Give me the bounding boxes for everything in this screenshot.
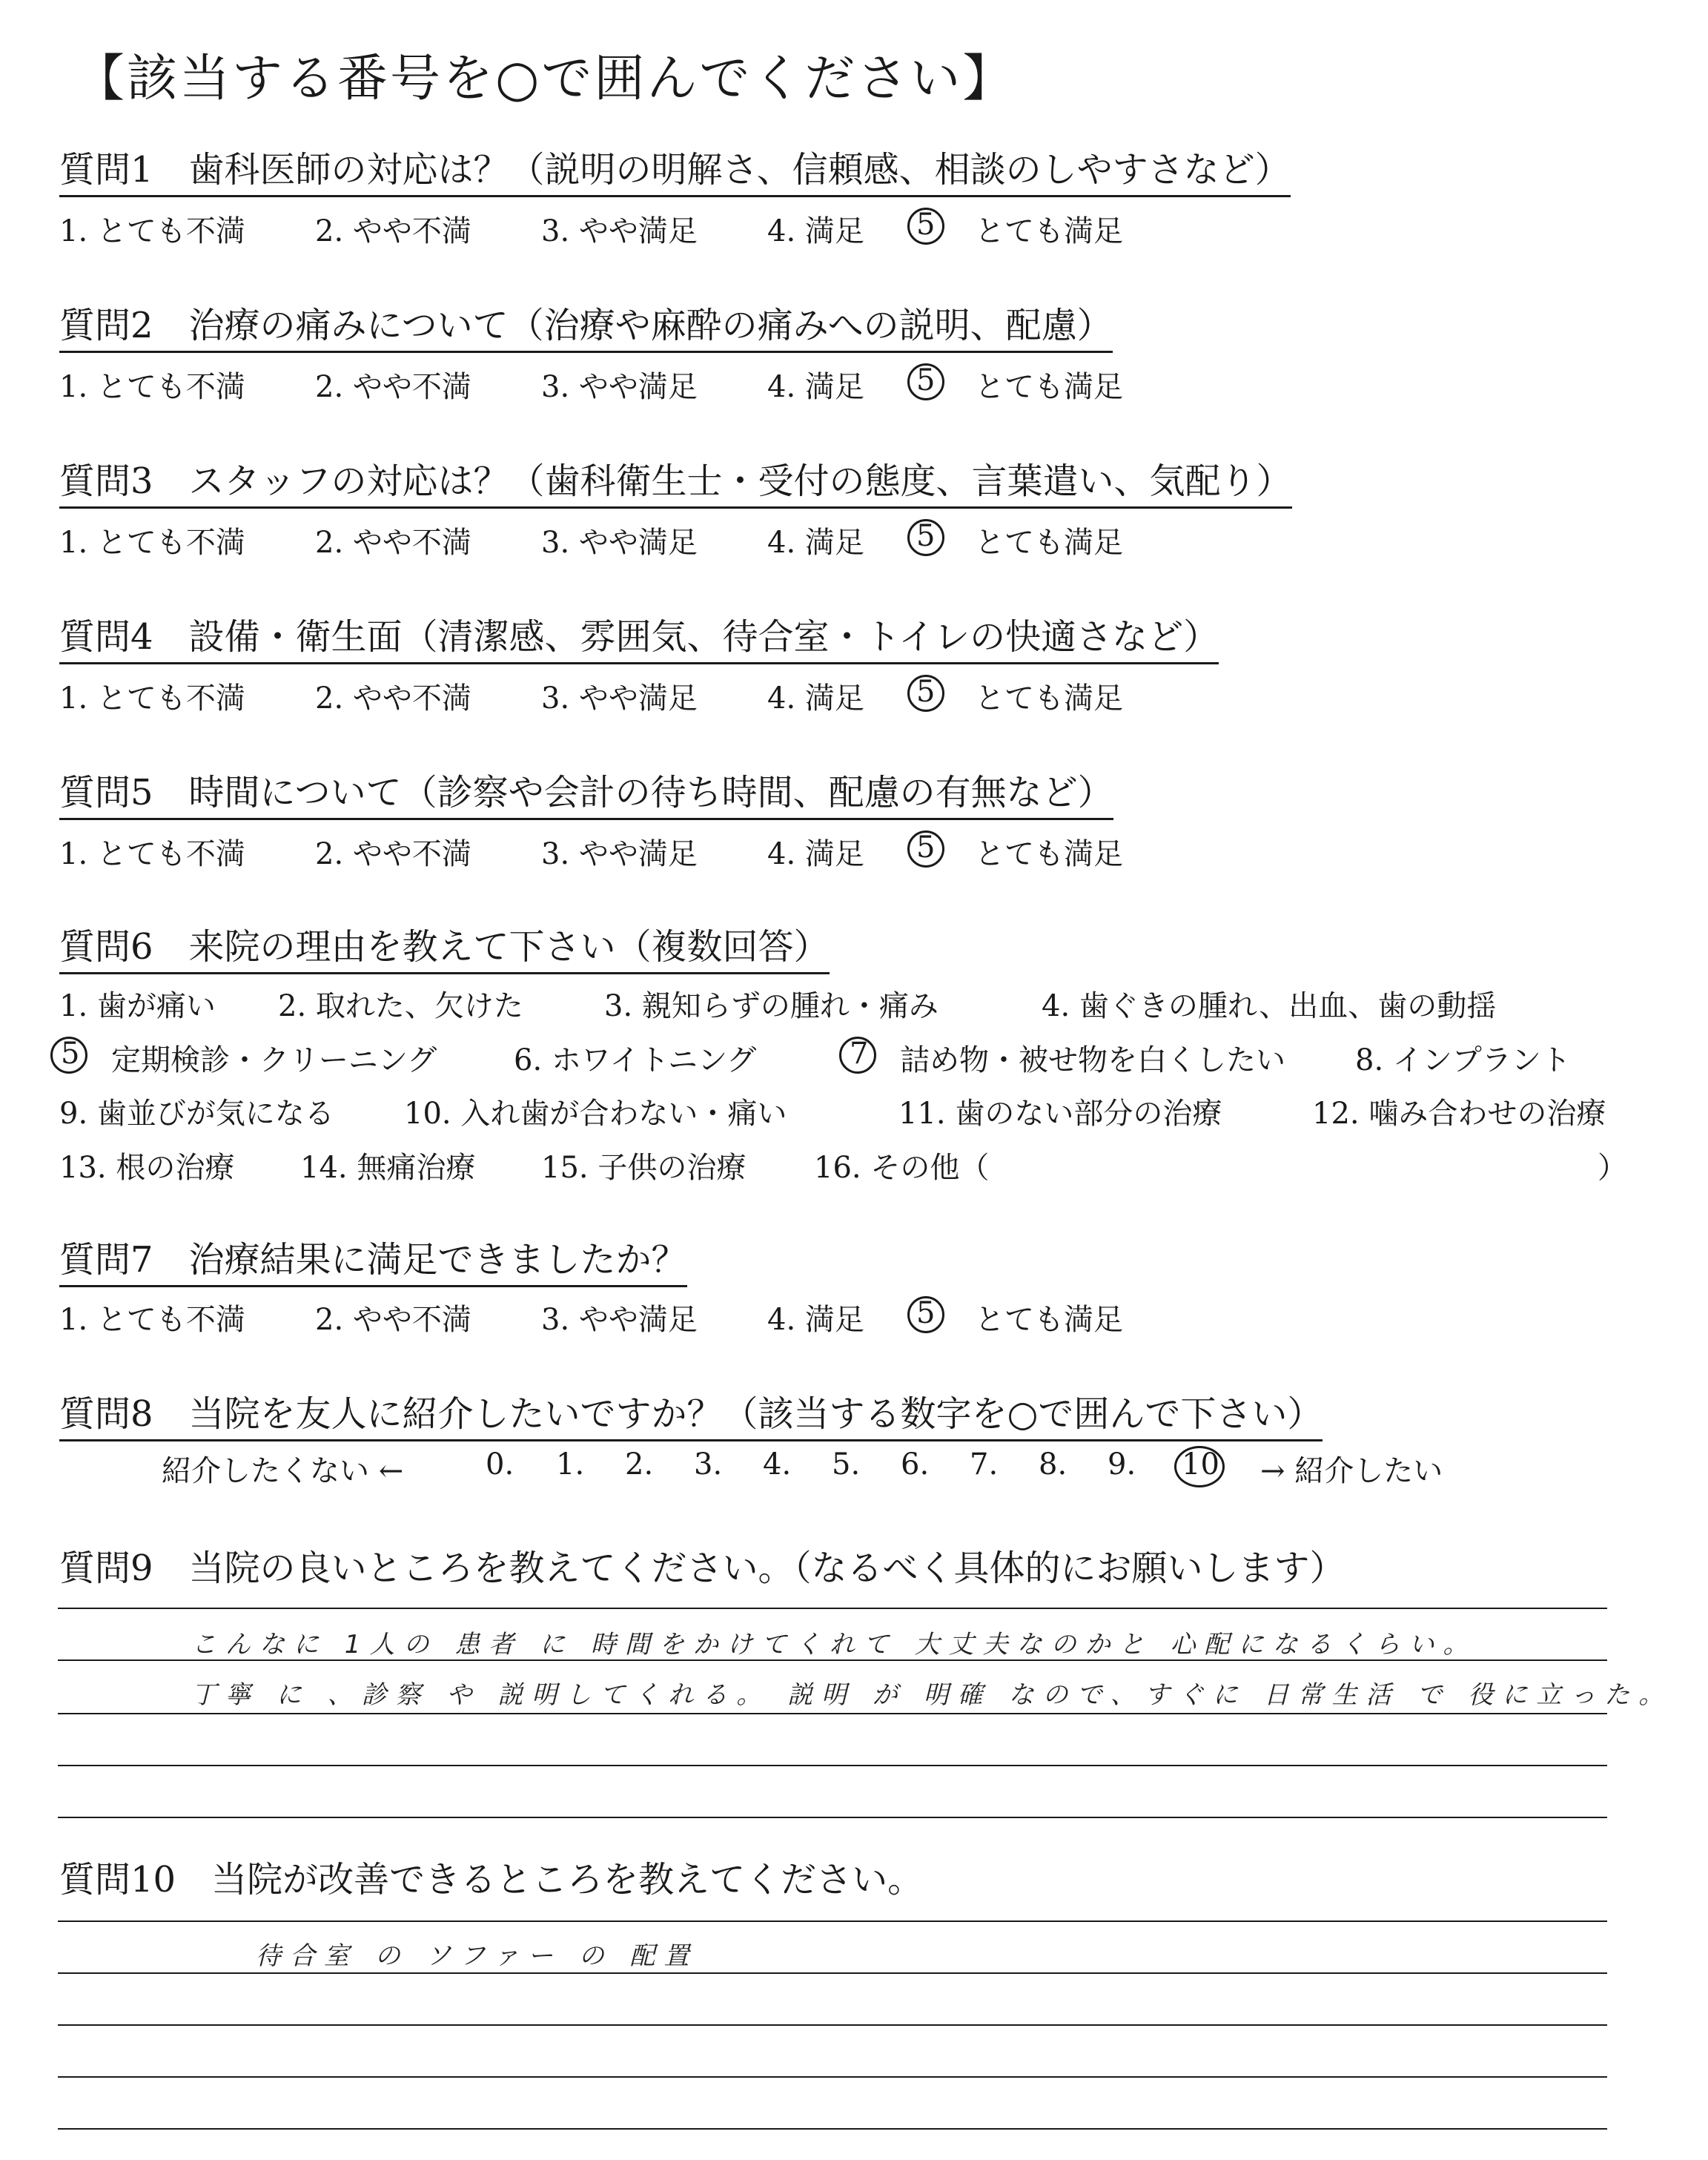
answer-line	[58, 1972, 1607, 1974]
selection-circle	[907, 1296, 944, 1333]
answer-line	[58, 2076, 1607, 2078]
form-heading: 【該当する番号を○で囲んでください】	[74, 50, 1016, 108]
selection-circle	[907, 363, 944, 400]
option-5-number: 5	[916, 1296, 936, 1330]
selection-circle	[907, 830, 944, 868]
scale-1[interactable]: 1.	[556, 1447, 585, 1482]
option-1[interactable]: 1. とても不満	[59, 214, 245, 248]
option-5-label: とても満足	[975, 681, 1123, 716]
question-7-title: 質問7 治療結果に満足できましたか？	[59, 1240, 687, 1287]
option-2[interactable]: 2. やや不満	[315, 681, 471, 716]
reason-option[interactable]: 1. 歯が痛い	[59, 989, 216, 1023]
reason-option-other[interactable]: 16. その他（	[814, 1151, 990, 1185]
option-5-number: 5	[916, 675, 936, 709]
option-2[interactable]: 2. やや不満	[315, 837, 471, 871]
question-5-title: 質問5 時間について（診察や会計の待ち時間、配慮の有無など）	[59, 773, 1113, 820]
answer-line	[58, 1713, 1607, 1714]
option-1[interactable]: 1. とても不満	[59, 526, 245, 560]
option-3[interactable]: 3. やや満足	[541, 837, 698, 871]
question-9-title: 質問9 当院の良いところを教えてください。（なるべく具体的にお願いします）	[59, 1548, 1345, 1589]
option-3[interactable]: 3. やや満足	[541, 526, 698, 560]
reason-option[interactable]: 6. ホワイトニング	[514, 1043, 757, 1077]
question-1-title: 質問1 歯科医師の対応は？（説明の明解さ、信頼感、相談のしやすさなど）	[59, 150, 1291, 197]
option-4[interactable]: 4. 満足	[767, 214, 864, 248]
selection-circle	[839, 1037, 876, 1074]
question-2-title: 質問2 治療の痛みについて（治療や麻酔の痛みへの説明、配慮）	[59, 305, 1113, 353]
reason-option[interactable]: 2. 取れた、欠けた	[278, 989, 523, 1023]
reason-option[interactable]: 8. インプラント	[1355, 1043, 1571, 1077]
option-3[interactable]: 3. やや満足	[541, 214, 698, 248]
handwritten-answer-q9-line1: こんなに 1人の 患者 に 時間をかけてくれて 大丈夫なのかと 心配になるくらい。	[191, 1630, 1477, 1659]
reason-option-7-number[interactable]: 7	[850, 1037, 869, 1071]
reason-option[interactable]: 4. 歯ぐきの腫れ、出血、歯の動揺	[1042, 989, 1497, 1023]
option-5-label: とても満足	[975, 526, 1123, 560]
selection-circle	[907, 519, 944, 556]
reason-option-7-label: 詰め物・被せ物を白くしたい	[900, 1043, 1285, 1077]
scale-10-selected[interactable]: 10	[1182, 1447, 1219, 1482]
option-5-number: 5	[916, 519, 936, 553]
option-2[interactable]: 2. やや不満	[315, 526, 471, 560]
question-6-title: 質問6 来院の理由を教えて下さい（複数回答）	[59, 927, 830, 974]
option-3[interactable]: 3. やや満足	[541, 1303, 698, 1337]
reason-option[interactable]: 10. 入れ歯が合わない・痛い	[404, 1097, 787, 1131]
option-5-label: とても満足	[975, 214, 1123, 248]
other-close-paren: ）	[1598, 1151, 1627, 1185]
reason-option-5-label: 定期検診・クリーニング	[111, 1043, 437, 1077]
selection-circle	[907, 208, 944, 245]
option-4[interactable]: 4. 満足	[767, 681, 864, 716]
reason-option[interactable]: 12. 噛み合わせの治療	[1312, 1097, 1606, 1131]
scale-9[interactable]: 9.	[1108, 1447, 1136, 1482]
option-5-label: とても満足	[975, 837, 1123, 871]
question-4-title: 質問4 設備・衛生面（清潔感、雰囲気、待合室・トイレの快適さなど）	[59, 617, 1219, 664]
answer-line	[58, 1608, 1607, 1609]
option-5-number: 5	[916, 830, 936, 865]
option-4[interactable]: 4. 満足	[767, 370, 864, 404]
option-5-label: とても満足	[975, 1303, 1123, 1337]
option-1[interactable]: 1. とても不満	[59, 681, 245, 716]
scale-2[interactable]: 2.	[625, 1447, 654, 1482]
option-3[interactable]: 3. やや満足	[541, 370, 698, 404]
answer-line	[58, 1920, 1607, 1922]
reason-option[interactable]: 13. 根の治療	[59, 1151, 235, 1185]
reason-option[interactable]: 3. 親知らずの腫れ・痛み	[604, 989, 939, 1023]
question-3-title: 質問3 スタッフの対応は？（歯科衛生士・受付の態度、言葉遣い、気配り）	[59, 461, 1292, 509]
scale-4[interactable]: 4.	[763, 1447, 792, 1482]
selection-circle	[50, 1037, 87, 1074]
option-1[interactable]: 1. とても不満	[59, 370, 245, 404]
scale-5[interactable]: 5.	[832, 1447, 861, 1482]
option-4[interactable]: 4. 満足	[767, 1303, 864, 1337]
option-2[interactable]: 2. やや不満	[315, 370, 471, 404]
scale-0[interactable]: 0.	[486, 1447, 514, 1482]
scale-right-label: → 紹介したい	[1260, 1454, 1443, 1488]
scale-3[interactable]: 3.	[694, 1447, 723, 1482]
reason-option[interactable]: 15. 子供の治療	[541, 1151, 747, 1185]
handwritten-answer-q10-line1: 待合室 の ソファー の 配置	[256, 1941, 698, 1971]
reason-option-5-number[interactable]: 5	[61, 1037, 80, 1071]
scale-8[interactable]: 8.	[1039, 1447, 1068, 1482]
option-5-number: 5	[916, 363, 936, 397]
reason-option[interactable]: 14. 無痛治療	[300, 1151, 476, 1185]
handwritten-answer-q9-line2: 丁寧 に 、診察 や 説明してくれる。 説明 が 明確 なので、すぐに 日常生活 で 役に立った。	[191, 1680, 1673, 1710]
option-1[interactable]: 1. とても不満	[59, 1303, 245, 1337]
answer-line	[58, 1765, 1607, 1766]
option-4[interactable]: 4. 満足	[767, 837, 864, 871]
question-8-title: 質問8 当院を友人に紹介したいですか？（該当する数字を○で囲んで下さい）	[59, 1394, 1323, 1441]
answer-line	[58, 1817, 1607, 1818]
answer-line	[58, 2128, 1607, 2130]
option-3[interactable]: 3. やや満足	[541, 681, 698, 716]
answer-line	[58, 2024, 1607, 2026]
option-5-label: とても満足	[975, 370, 1123, 404]
option-2[interactable]: 2. やや不満	[315, 214, 471, 248]
reason-option[interactable]: 11. 歯のない部分の治療	[898, 1097, 1222, 1131]
scale-7[interactable]: 7.	[970, 1447, 999, 1482]
selection-circle	[1174, 1446, 1225, 1487]
option-4[interactable]: 4. 満足	[767, 526, 864, 560]
question-10-title: 質問10 当院が改善できるところを教えてください。	[59, 1859, 924, 1900]
option-5-number: 5	[916, 208, 936, 242]
option-2[interactable]: 2. やや不満	[315, 1303, 471, 1337]
reason-option[interactable]: 9. 歯並びが気になる	[59, 1097, 334, 1131]
selection-circle	[907, 675, 944, 712]
option-1[interactable]: 1. とても不満	[59, 837, 245, 871]
scale-6[interactable]: 6.	[901, 1447, 930, 1482]
scale-left-label: 紹介したくない ←	[162, 1454, 404, 1488]
